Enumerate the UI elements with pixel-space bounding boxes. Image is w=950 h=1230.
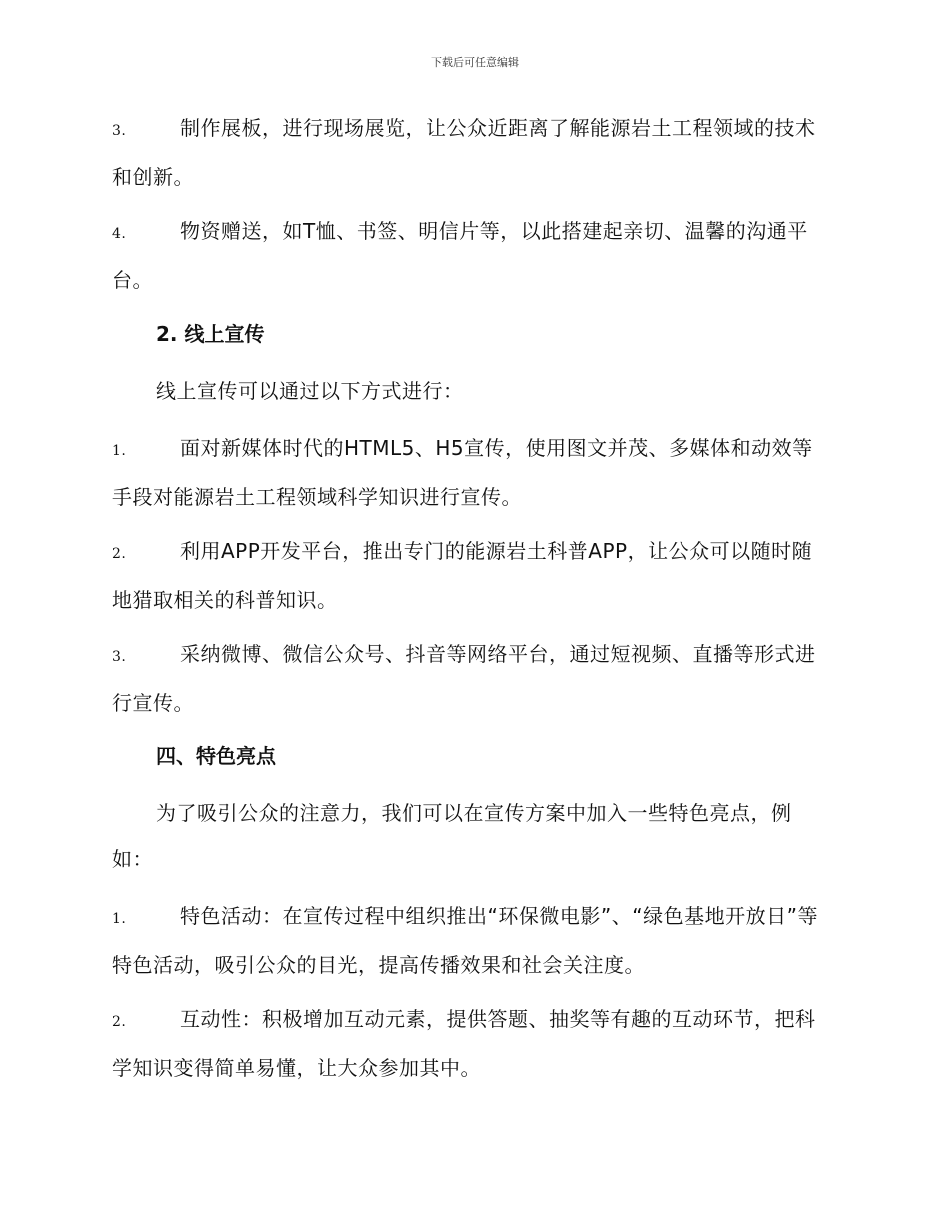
section-heading: 四、特色亮点 bbox=[156, 744, 276, 768]
list-text: 采纳微博、微信公众号、抖音等网络平台，通过短视频、直播等形式进行宣传。 bbox=[112, 642, 816, 715]
list-text: 互动性：积极增加互动元素，提供答题、抽奖等有趣的互动环节，把科学知识变得简单易懂，让大众参加其中。 bbox=[112, 1007, 816, 1080]
list-number: 2. bbox=[112, 546, 127, 562]
list-text: 制作展板，进行现场展览，让公众近距离了解能源岩土工程领域的技术和创新。 bbox=[112, 116, 816, 189]
list-text: 特色活动：在宣传过程中组织推出“环保微电影”、“绿色基地开放日”等特色活动，吸引公众的目光，提高传播效果和社会关注度。 bbox=[112, 904, 818, 977]
list-item bbox=[112, 208, 832, 303]
list-item bbox=[112, 425, 832, 520]
paragraph-text: 为了吸引公众的注意力，我们可以在宣传方案中加入一些特色亮点，例如： bbox=[112, 801, 792, 871]
list-text: 物资赠送，如T恤、书签、明信片等，以此搭建起亲切、温馨的沟通平台。 bbox=[112, 219, 808, 292]
list-text: 利用APP开发平台，推出专门的能源岩土科普APP，让公众可以随时随地猎取相关的科普知识。 bbox=[112, 539, 813, 612]
list-item bbox=[112, 105, 832, 200]
list-item bbox=[112, 528, 832, 623]
paragraph-text: 线上宣传可以通过以下方式进行： bbox=[156, 379, 464, 403]
list-item bbox=[112, 631, 832, 726]
list-number: 4. bbox=[112, 226, 127, 242]
paragraph bbox=[112, 368, 832, 414]
list-number: 2. bbox=[112, 1014, 127, 1030]
list-number: 1. bbox=[112, 911, 127, 927]
list-number: 3. bbox=[112, 123, 127, 139]
list-item bbox=[112, 893, 832, 988]
page-header: 下载后可任意编辑 bbox=[431, 56, 519, 69]
list-number: 3. bbox=[112, 649, 127, 665]
section-heading: 2. 线上宣传 bbox=[156, 322, 265, 346]
list-text: 面对新媒体时代的HTML5、H5宣传，使用图文并茂、多媒体和动效等手段对能源岩土工程领域科学知识进行宣传。 bbox=[112, 436, 813, 509]
paragraph bbox=[112, 790, 832, 882]
list-number: 1. bbox=[112, 443, 127, 459]
list-item bbox=[112, 996, 832, 1091]
